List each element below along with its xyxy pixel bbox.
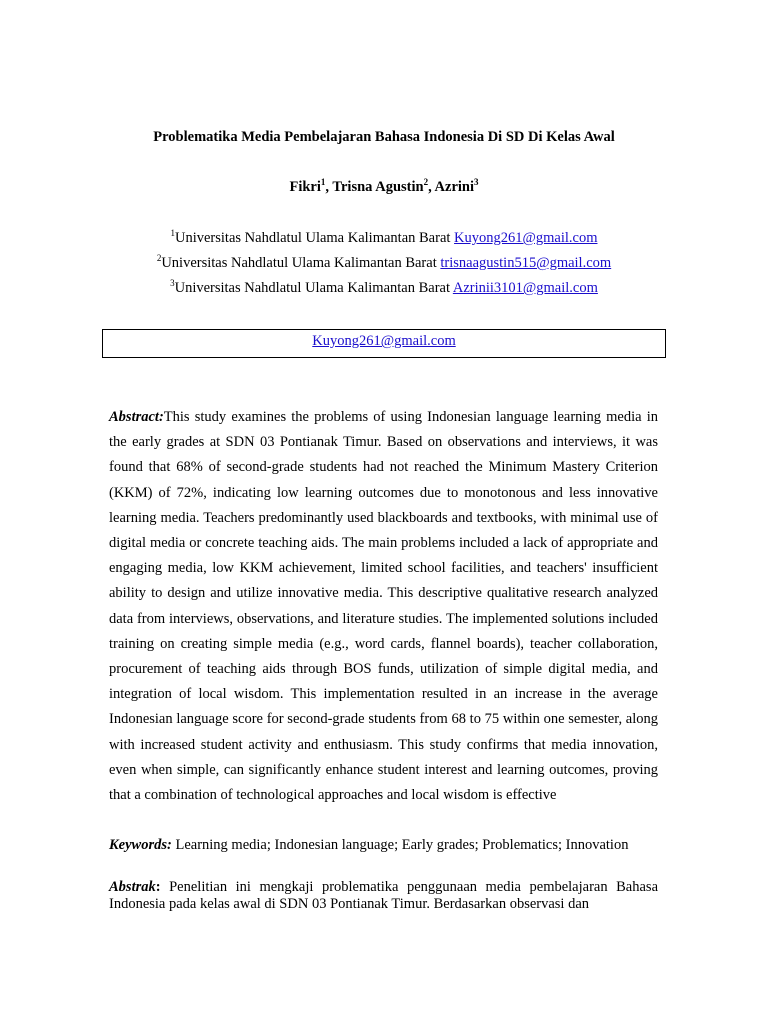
affiliation-mark: 3 [170,278,175,289]
keywords-text: Learning media; Indonesian language; Early grades; Problematics; Innovation [171,837,629,853]
author-name: Azrini [434,179,475,195]
keywords-label: Keywords: [109,837,172,853]
author-separator: , [428,179,435,195]
affiliation-mark: 2 [156,253,162,264]
keywords-line [109,833,669,858]
affiliation-email-link[interactable]: Azrinii3101@gmail.com [452,280,598,296]
author-separator: , [325,179,333,195]
abstrak-text: Penelitian ini mengkaji problematika penggunaan media pembelajaran Bahasa Indonesia pada kelas awal di SDN 03 Pontianak Timur. Berdasarkan observasi dan [109,879,658,912]
author-list [0,178,768,196]
abstrak-colon: : [155,879,161,895]
abstract-label: Abstract: [109,409,164,425]
affiliation-line [0,279,768,297]
affiliation-line [0,254,768,272]
corresponding-email-link[interactable]: Kuyong261@gmail.com [312,333,456,349]
corresponding-email-box [102,329,666,358]
abstrak-label: Abstrak [109,879,156,895]
paper-title: Problematika Media Pembelajaran Bahasa Indonesia Di SD Di Kelas Awal [153,129,615,145]
author-affil-mark: 2 [423,177,429,188]
affiliation-institution: Universitas Nahdlatul Ulama Kalimantan Barat [161,255,441,271]
affiliation-institution: Universitas Nahdlatul Ulama Kalimantan Barat [175,230,455,246]
abstract-paragraph [109,405,658,808]
author-name: Trisna Agustin [332,179,424,195]
abstract-text: This study examines the problems of using Indonesian language learning media in the early grades at SDN 03 Pontianak Timur. Based on observations and interviews, it was found that 68% of second-grade students had not reached the Minimum Mastery Criterion (KKM) of 72%, indicating low learning outcomes due to monotonous and less innovative learning media. Teachers predominantly used blackboards and textbooks, with minimal use of digital media or concrete teaching aids. The main problems included a lack of appropriate and engaging media, low KKM achievement, limited school facilities, and teachers' insufficient ability to design and utilize innovative media. This descriptive qualitative research analyzed data from interviews, observations, and literature studies. The implemented solutions included training on creating simple media (e.g., word cards, flannel boards), teacher collaboration, procurement of teaching aids through BOS funds, utilization of simple digital media, and integration of local wisdom. This implementation resulted in an increase in the average Indonesian language score for second-grade students from 68 to 75 within one semester, along with increased student activity and enthusiasm. This study confirms that media innovation, even when simple, can significantly enhance student interest and learning outcomes, proving that a combination of technological approaches and local wisdom is effective [109,409,658,804]
author-affil-mark: 3 [474,177,479,188]
author-name: Fikri [289,179,321,195]
affiliation-institution: Universitas Nahdlatul Ulama Kalimantan Barat [174,280,453,296]
affiliation-email-link[interactable]: trisnaagustin515@gmail.com [440,255,612,271]
affiliation-email-link[interactable]: Kuyong261@gmail.com [454,230,598,246]
author-affil-mark: 1 [320,177,326,188]
affiliation-line [0,229,768,247]
abstrak-paragraph [109,879,658,912]
affiliation-mark: 1 [170,228,175,239]
